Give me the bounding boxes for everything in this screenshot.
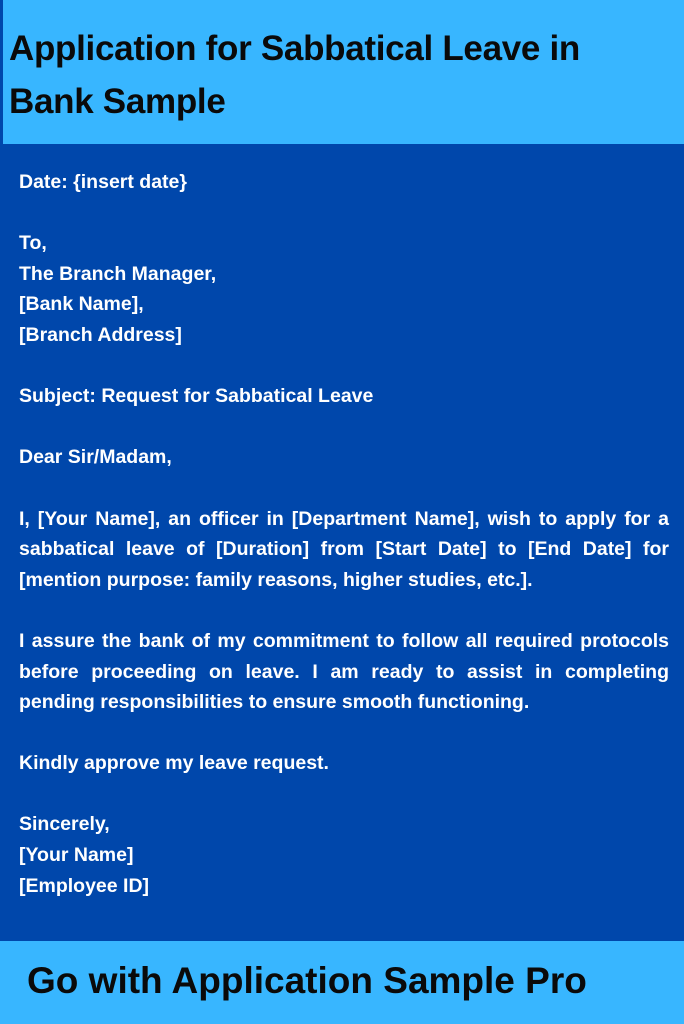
recipient-line: [Bank Name],: [19, 293, 144, 316]
recipient-line: The Branch Manager,: [19, 262, 217, 285]
footer-banner: [0, 941, 684, 1024]
signoff-block: [19, 809, 669, 901]
footer-tagline: Go with Application Sample Pro: [27, 960, 587, 1001]
letter-body: [19, 167, 669, 932]
page-title: Application for Sabbatical Leave in Bank Sample: [9, 29, 581, 121]
letter-subject: Subject: Request for Sabbatical Leave: [19, 385, 374, 408]
letter-closing-request: Kindly approve my leave request.: [19, 752, 329, 775]
signoff-line: Sincerely,: [19, 813, 110, 836]
recipient-line: To,: [19, 232, 47, 255]
letter-salutation: Dear Sir/Madam,: [19, 446, 172, 469]
signoff-line: [Employee ID]: [19, 874, 150, 897]
letter-date: Date: {insert date}: [19, 171, 187, 193]
header-banner: [0, 0, 684, 144]
letter-paragraph-2: I assure the bank of my commitment to follow all required protocols before proceeding on leave. I am ready to assist in completing pending responsibilities to ensure smooth functioning.: [19, 629, 669, 714]
recipient-line: [Branch Address]: [19, 323, 182, 346]
signoff-line: [Your Name]: [19, 844, 134, 867]
recipient-block: [19, 228, 669, 350]
letter-paragraph-1: I, [Your Name], an officer in [Department Name], wish to apply for a sabbatical leave of [Duration] from [Start Date] to [End Date] for [mention purpose: family reasons, higher studies, etc.].: [19, 507, 669, 591]
